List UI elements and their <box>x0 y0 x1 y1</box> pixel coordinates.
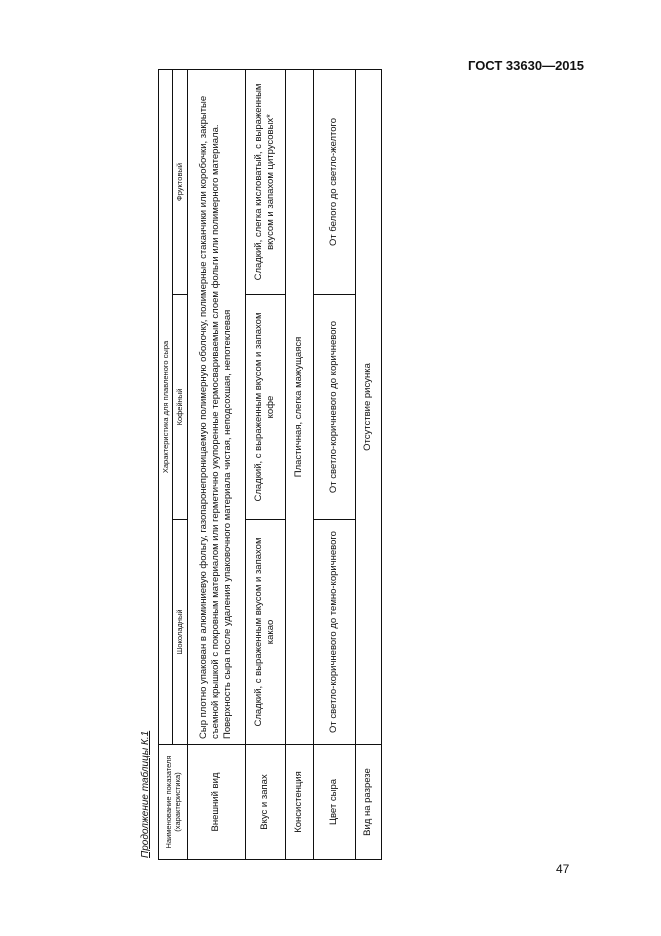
taste-coffee: Сладкий, с выраженным вкусом и запахом кофе <box>245 295 285 520</box>
cut-text: Отсутствие рисунка <box>355 69 381 744</box>
row-label-cut: Вид на разрезе <box>355 745 381 860</box>
taste-chocolate: Сладкий, с выраженным вкусом и запахом какао <box>245 520 285 745</box>
header-name-column: Наименование показателя (характеристика) <box>159 745 188 860</box>
header-coffee: Кофейный <box>173 295 187 520</box>
color-fruit: От белого до светло-желтого <box>313 69 355 294</box>
row-label-consistency: Консистенция <box>285 745 313 860</box>
characteristics-table <box>158 69 382 860</box>
color-chocolate: От светло-коричневого до темно-коричневого <box>313 520 355 745</box>
row-label-color: Цвет сыра <box>313 745 355 860</box>
header-chocolate: Шоколадный <box>173 520 187 745</box>
table-caption: Продолжение таблицы К.1 <box>140 730 151 858</box>
document-code: ГОСТ 33630—2015 <box>468 58 584 73</box>
header-group: Характеристика для плавленого сыра <box>159 69 173 744</box>
color-coffee: От светло-коричневого до коричневого <box>313 295 355 520</box>
consistency-text: Пластичная, слегка мажущаяся <box>285 69 313 744</box>
row-label-appearance: Внешний вид <box>187 745 245 860</box>
rotated-table-block <box>140 70 385 860</box>
page-number: 47 <box>556 862 570 876</box>
appearance-text: Сыр плотно упакован в алюминиевую фольгу, газопаронепроницаемую полимерную оболочку, полимерные стаканчики или коробочки, закрытые съемной крышкой с покровным материалом или герметично укупоренные термосвариваемым слоем фольги или полимерного материала. Поверхность сыра после удаления упаковочного материала чистая, неподсохшая, непотеклевая <box>187 69 245 744</box>
taste-fruit: Сладкий, слегка кисловатый, с выраженным вкусом и запахом цитрусовых* <box>245 69 285 294</box>
header-fruit: Фруктовый <box>173 69 187 294</box>
row-label-taste: Вкус и запах <box>245 745 285 860</box>
